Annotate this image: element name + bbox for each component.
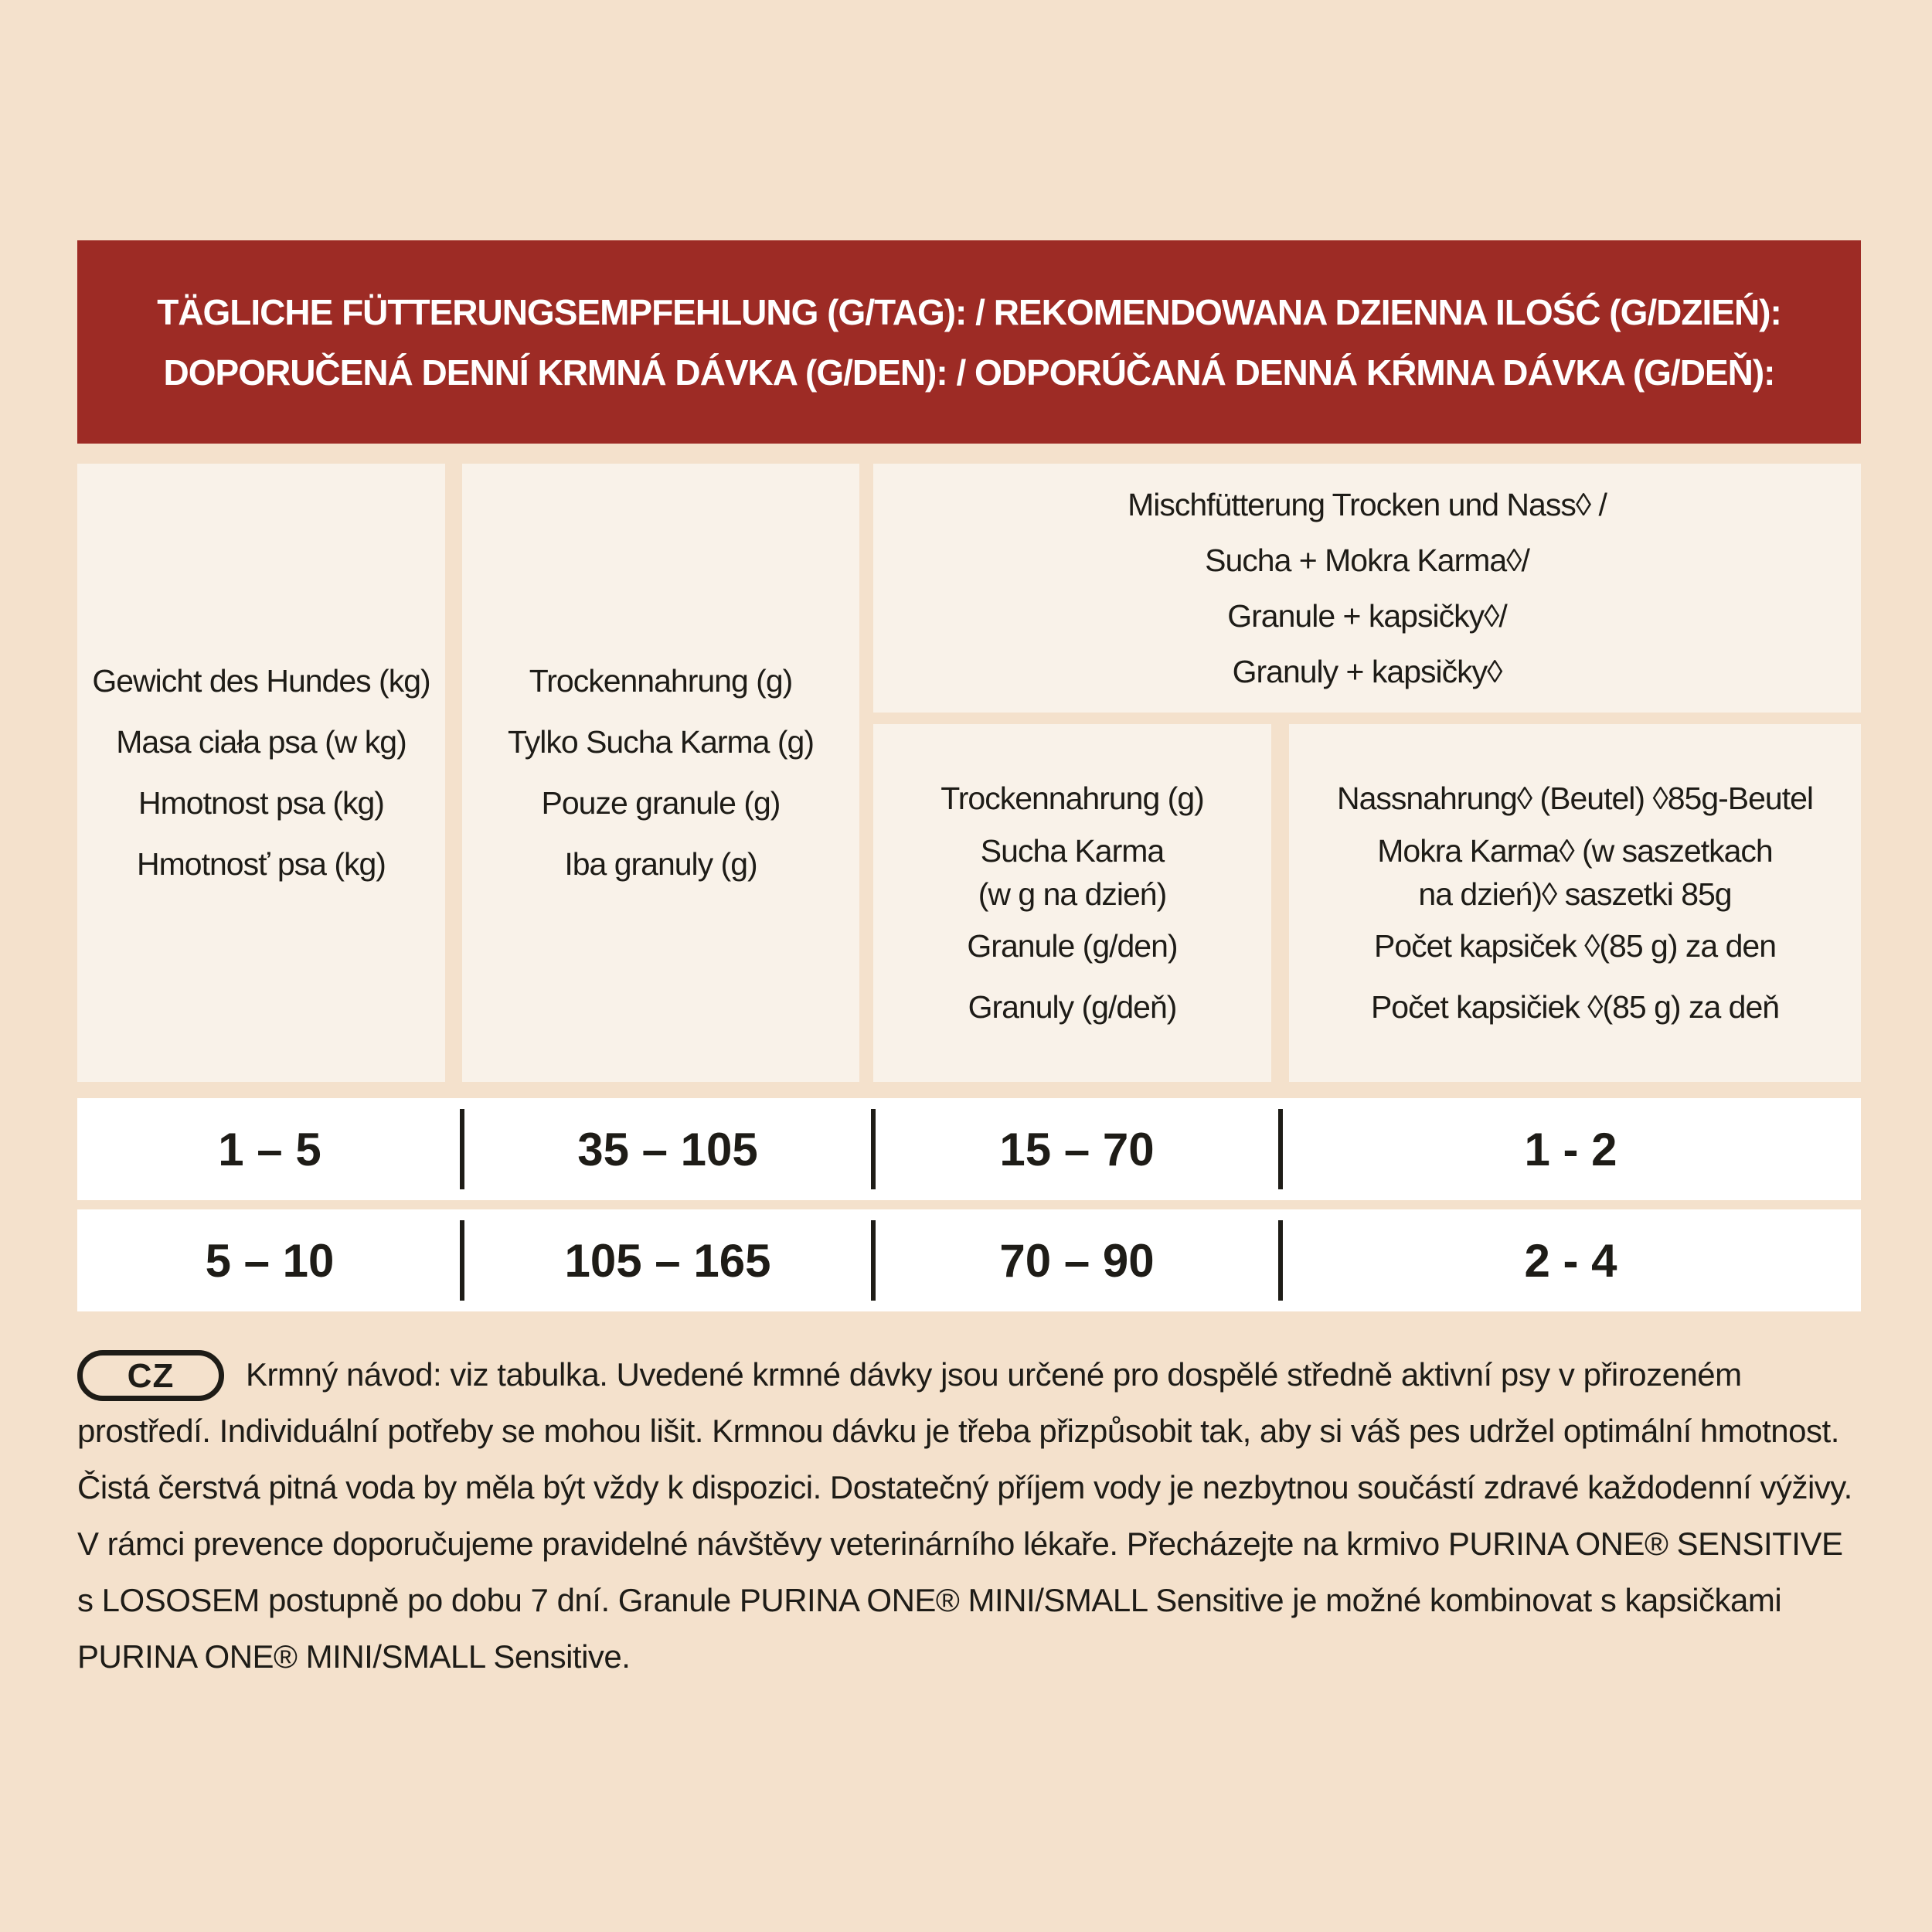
header-mixed-dry-cz: Granule (g/den) (967, 928, 1178, 964)
header-mixed-wet-pl-1: Mokra Karma◊ (w saszetkach (1377, 833, 1773, 869)
wet-pouches-value: 1 - 2 (1524, 1123, 1617, 1175)
column-divider (1278, 1109, 1283, 1189)
cz-instructions-text: Krmný návod: viz tabulka. Uvedené krmné dávky jsou určené pro dospělé středně aktivní psy v přirozeném prostředí. Individuální potřeby se mohou lišit. Krmnou dávku je třeba přizpůsobit tak, aby si váš pes udržel optimální hmotnost. Čistá čerstvá pitná voda by měla být vždy k dispozici. Dostatečný příjem vody je nezbytnou součástí zdravé každodenní výživy. V rámci prevence doporučujeme pravidelné návštěvy veterinárního lékaře. Přecházejte na krmivo PURINA ONE® SENSITIVE s LOSOSEM postupně po dobu 7 dní. Granule PURINA ONE® MINI/SMALL Sensitive je možné kombinovat s kapsičkami PURINA ONE® MINI/SMALL Sensitive. (77, 1356, 1852, 1675)
header-dog-weight-de: Gewicht des Hundes (kg) (92, 663, 430, 699)
header-mixed-wet-food (1289, 724, 1861, 1082)
header-mixed-sk: Granuly + kapsičky◊ (1232, 654, 1502, 689)
header-dog-weight (77, 464, 445, 1082)
column-divider (871, 1220, 876, 1301)
feeding-recommendation-banner (77, 240, 1861, 444)
header-mixed-dry-pl-2: (w g na dzień) (978, 876, 1167, 912)
header-mixed-dry-sk: Granuly (g/deň) (968, 989, 1177, 1025)
header-mixed-feeding-group (873, 464, 1861, 713)
header-mixed-dry-food (873, 724, 1271, 1082)
header-mixed-dry-de: Trockennahrung (g) (940, 781, 1204, 816)
table-row-small-dog (77, 1098, 1861, 1200)
header-mixed-wet-de: Nassnahrung◊ (Beutel) ◊85g-Beutel (1336, 781, 1814, 816)
column-divider (871, 1109, 876, 1189)
header-mixed-cz: Granule + kapsičky◊/ (1227, 598, 1507, 634)
cz-feeding-instructions (77, 1346, 1861, 1685)
header-dry-only-pl: Tylko Sucha Karma (g) (508, 724, 814, 760)
wet-pouches-value: 2 - 4 (1524, 1234, 1617, 1287)
header-mixed-de: Mischfütterung Trocken und Nass◊ / (1128, 487, 1607, 522)
header-mixed-dry-pl-1: Sucha Karma (980, 833, 1165, 869)
dry-only-value: 35 – 105 (577, 1123, 758, 1175)
header-mixed-wet-cz: Počet kapsiček ◊(85 g) za den (1374, 928, 1776, 964)
mixed-dry-value: 15 – 70 (999, 1123, 1155, 1175)
header-mixed-wet-sk: Počet kapsičiek ◊(85 g) za deň (1370, 989, 1780, 1025)
header-dry-only-cz: Pouze granule (g) (541, 785, 781, 821)
header-mixed-wet-pl-2: na dzień)◊ saszetki 85g (1418, 876, 1732, 912)
banner-line-1: TÄGLICHE FÜTTERUNGSEMPFEHLUNG (G/TAG): / REKOMENDOWANA DZIENNA ILOŚĆ (G/DZIEŃ): (157, 291, 1781, 332)
dry-only-value: 105 – 165 (564, 1234, 771, 1287)
header-dry-food-only (462, 464, 859, 1082)
weight-range-value: 1 – 5 (218, 1123, 321, 1175)
mixed-dry-value: 70 – 90 (999, 1234, 1155, 1287)
country-badge-cz: CZ (77, 1350, 224, 1401)
column-divider (460, 1109, 464, 1189)
header-dog-weight-cz: Hmotnost psa (kg) (138, 785, 384, 821)
header-dog-weight-sk: Hmotnosť psa (kg) (137, 846, 386, 882)
column-divider (1278, 1220, 1283, 1301)
header-dry-only-de: Trockennahrung (g) (529, 663, 793, 699)
table-row-medium-dog (77, 1209, 1861, 1311)
weight-range-value: 5 – 10 (205, 1234, 335, 1287)
header-dry-only-sk: Iba granuly (g) (564, 846, 757, 882)
header-dog-weight-pl: Masa ciała psa (w kg) (116, 724, 406, 760)
banner-line-2: DOPORUČENÁ DENNÍ KRMNÁ DÁVKA (G/DEN): / ODPORÚČANÁ DENNÁ KŔMNA DÁVKA (G/DEŇ): (163, 352, 1775, 393)
column-divider (460, 1220, 464, 1301)
header-mixed-pl: Sucha + Mokra Karma◊/ (1205, 543, 1529, 578)
